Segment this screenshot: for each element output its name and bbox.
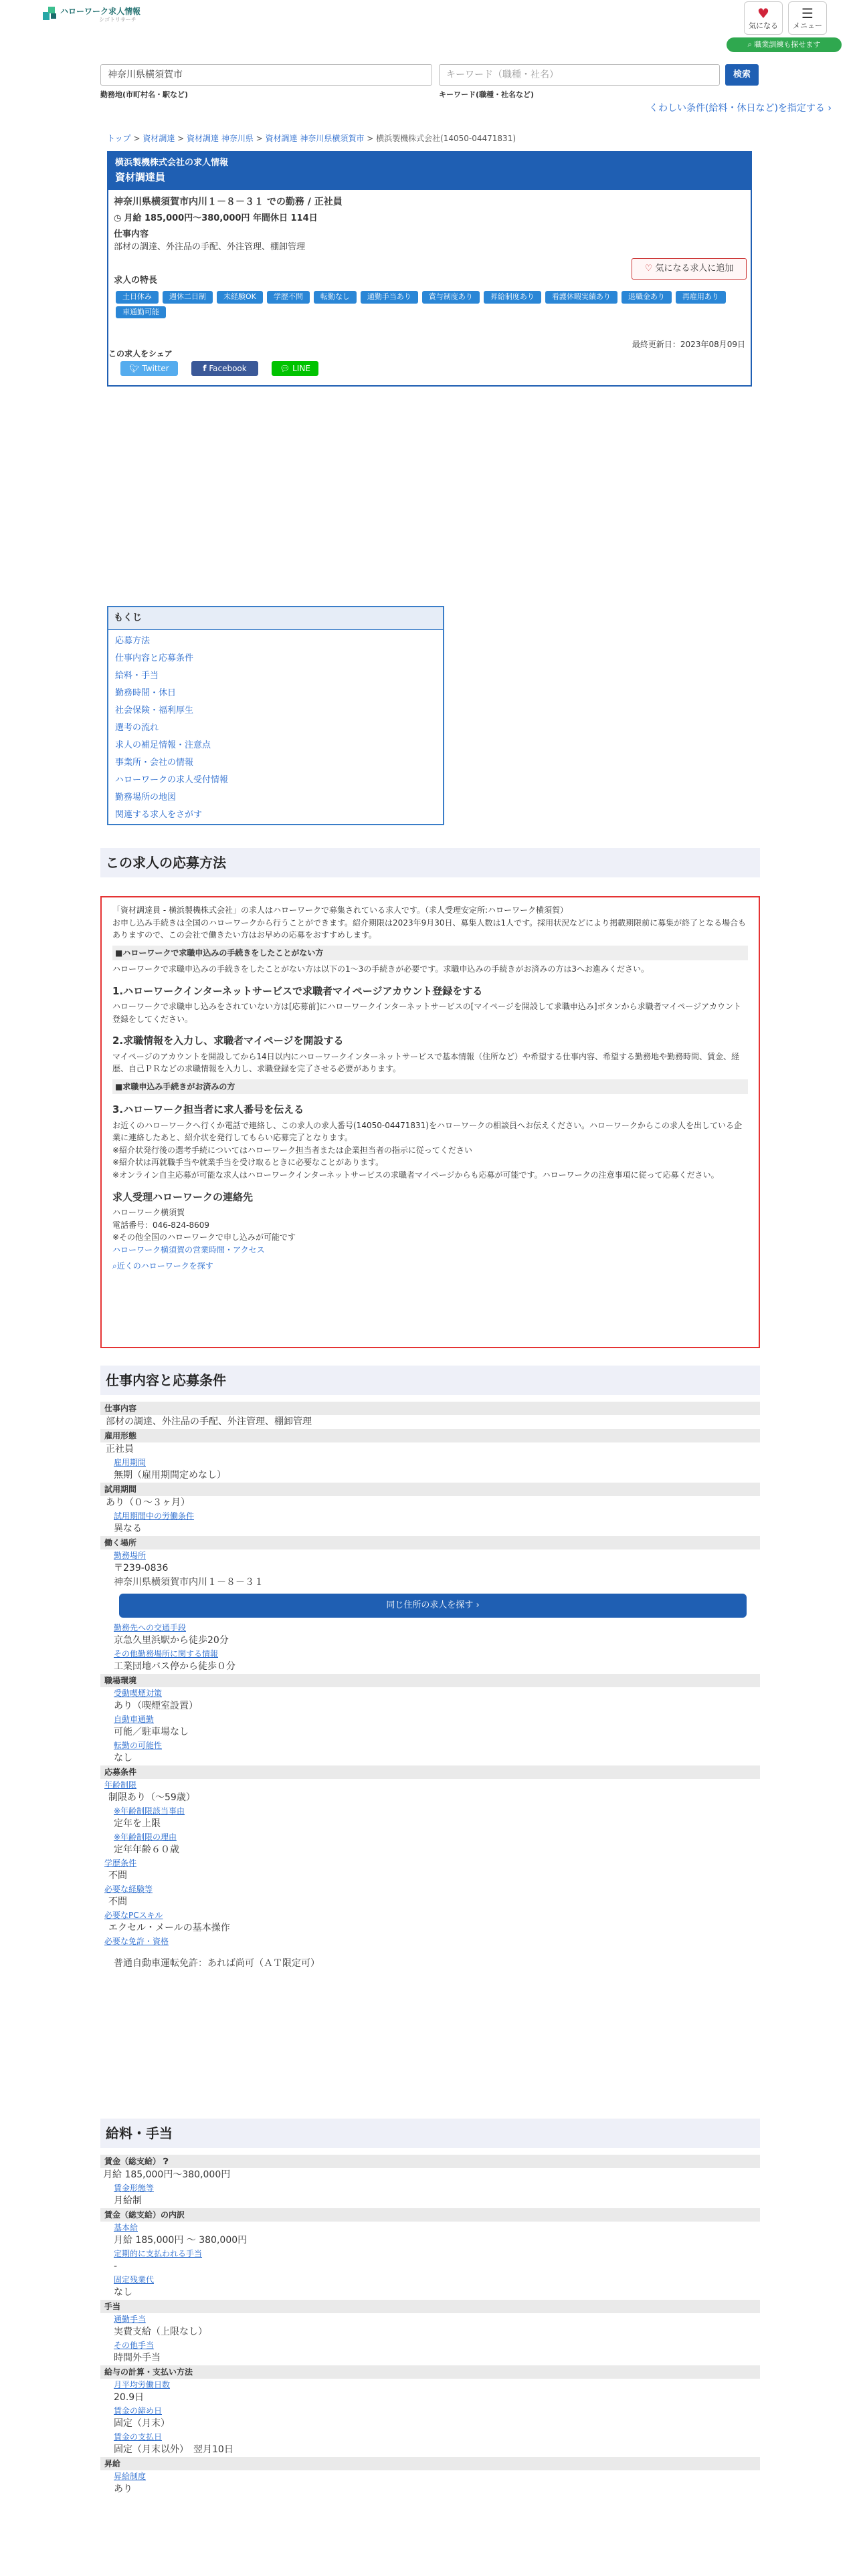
step-1-text: ハローワークで求職申し込みをされていない方は[応募前]にハローワークインターネットサービスの[マイページを開設して求職申込み]ボタンから求職者マイページアカウント登録をしてください。 [112,1002,741,1024]
row-header: 給与の計算・支払い方法 [100,2365,760,2379]
row-header: 雇用形態 [100,1429,760,1442]
row-header: 昇給 [100,2457,760,2470]
sub-key[interactable]: 賃金の締め日 [114,2406,163,2416]
toc-item[interactable]: 選考の流れ [115,723,159,733]
favorites-button[interactable] [744,1,783,35]
sub-key[interactable]: 年齢制限 [104,1780,137,1790]
toc-item[interactable]: 社会保険・福利厚生 [115,706,194,716]
toc-item[interactable]: 関連する求人をさがす [115,810,203,820]
feature-tag[interactable]: 転勤なし [314,291,357,304]
keyword-input[interactable]: キーワード（職種・社名） [439,64,720,86]
feature-tag[interactable]: 看護休暇実績あり [545,291,617,304]
sub-value: 月給制 [114,2195,142,2206]
sub-value: 定年を上限 [114,1818,161,1829]
contact-name: ハローワーク横須賀 [112,1207,185,1217]
chevron-right-icon: › [828,103,832,114]
row-header: 仕事内容 [100,1402,760,1415]
twitter-share-button[interactable] [120,361,178,376]
sub-value: 固定（月末以外） 翌月10日 [114,2444,233,2455]
note-2: ※紹介状は再就職手当や就業手当を受け取るときに必要なことがあります。 [112,1158,384,1168]
job-content: 部材の調達、外注品の手配、外注管理、棚卸管理 [114,242,306,252]
feature-tag[interactable]: 未経験OK [217,291,263,304]
apply-bar-done: ■求職申込み手続きがお済みの方 [112,1079,748,1095]
row-value: 正社員 [106,1444,134,1455]
sub-value: 不問 [108,1897,127,1907]
toc-item[interactable]: ハローワークの求人受付情報 [115,775,229,785]
toc-item[interactable]: 給料・手当 [115,671,159,681]
sub-value: 月給 185,000円 ～ 380,000円 [114,2235,248,2246]
sub-key[interactable]: ※年齢制限該当事由 [114,1806,185,1816]
line-share-button[interactable] [272,361,318,376]
row-header: 働く場所 [100,1536,760,1549]
sub-key[interactable]: 受動喫煙対策 [114,1689,163,1698]
sub-key[interactable]: 固定残業代 [114,2275,155,2284]
hellowork-access-link[interactable]: ハローワーク横須賀の営業時間・アクセス [112,1245,265,1255]
contact-tel: 電話番号：046-824-8609 [112,1220,210,1230]
menu-button[interactable] [788,1,827,35]
job-summary-card [107,151,752,387]
twitter-label: Twitter [142,364,169,373]
sub-key[interactable]: 月平均労働日数 [114,2380,171,2389]
work-address: 神奈川県横須賀市内川１－８－３１ [114,1577,264,1588]
share-label: この求人をシェア [108,349,173,358]
row-value: あり（０～３ヶ月） [106,1497,190,1508]
add-favorite-button[interactable] [632,258,747,280]
job-pay [114,212,745,225]
feature-tag[interactable]: 週休二日制 [163,291,213,304]
feature-tag[interactable]: 通勤手当あり [361,291,418,304]
breadcrumb-item[interactable]: 資材調達 神奈川県 [187,134,254,143]
detail-conditions-label: くわしい条件(給料・休日など)を指定する [649,103,825,114]
sub-key[interactable]: 基本給 [114,2223,138,2232]
company-name: 横浜製機株式会社の求人情報 [115,158,229,168]
sub-value: なし [114,1753,132,1763]
hamburger-icon: ☰ [801,5,814,21]
sub-value: 20.9日 [114,2392,145,2403]
step-3-heading: 3.ハローワーク担当者に求人番号を伝える [112,1103,304,1116]
feature-tag[interactable]: 再雇用あり [676,291,726,304]
training-link[interactable] [727,37,842,52]
feature-tags [114,290,745,320]
toc-item[interactable]: 仕事内容と応募条件 [115,653,194,663]
sub-key[interactable]: 試用期間中の労働条件 [114,1511,195,1521]
sub-key[interactable]: その他手当 [114,2341,155,2350]
row-header [100,2155,760,2168]
feature-tag[interactable]: 退職金あり [622,291,672,304]
apply-section-heading: この求人の応募方法 [100,848,760,877]
row-header: 職場環境 [100,1674,760,1687]
heart-outline-icon: ♡ [644,263,653,274]
sub-key[interactable]: 必要な免許・資格 [104,1937,169,1946]
sub-value: 不問 [108,1870,127,1881]
toc-title: もくじ [108,607,443,630]
line-icon: 💬︎ [280,364,290,373]
sub-key[interactable]: 定期的に支払われる手当 [114,2249,203,2258]
breadcrumb: トップ > 資材調達 > 資材調達 神奈川県 > 資材調達 神奈川県横須賀市 > 横浜製機株式会社(14050-04471831) [107,134,516,143]
toc-list [108,630,443,827]
job-summary-body [108,190,751,325]
content-label: 仕事内容 [114,229,149,239]
nearby-hellowork-link[interactable] [112,1260,748,1273]
feature-tag[interactable]: 賞与制度あり [422,291,480,304]
contact-heading: 求人受理ハローワークの連絡先 [112,1190,254,1203]
sub-value: なし [114,2287,132,2298]
job-location: 神奈川県横須賀市内川１－８－３１ での勤務 / 正社員 [114,197,343,207]
apply-bar-new-text: ハローワークで求職申込みの手続きをしたことがない方は以下の1～3の手続きが必要です。求職申込みの手続きがお済みの方は3へお進みください。 [112,964,649,974]
search-icon: ⌕ [747,40,752,49]
keyword-label: キーワード(職種・社名など) [439,90,535,99]
toc-item[interactable]: 勤務時間・休日 [115,688,177,698]
sub-key[interactable]: ※年齢制限の理由 [114,1832,177,1842]
step-2-text: マイページのアカウントを開設してから14日以内にハローワークインターネットサービスで基本情報（住所など）や希望する仕事内容、希望する勤務地や勤務時間、賃金、経歴、自己ＰＲなどの求職情報を入力し、求職登録を完了させる必要があります。 [112,1051,739,1074]
sub-value: 制限あり（～59歳） [108,1792,195,1803]
salary-table [100,2155,760,2496]
toc-item[interactable]: 勤務場所の地図 [115,792,177,802]
menu-label: メニュー [793,21,822,30]
breadcrumb-item[interactable]: トップ [107,134,131,143]
feature-tag[interactable]: 車通勤可能 [116,306,166,319]
site-header [0,0,859,55]
location-label: 勤務地(市町村名・駅など) [100,90,189,99]
row-header-label: 賃金（総支給） [104,2157,161,2166]
nearby-hellowork-label: 近くのハローワークを探す [116,1261,213,1271]
feature-tag[interactable]: 学歴不問 [267,291,310,304]
table-of-contents [107,606,444,825]
sub-key[interactable]: 勤務場所 [114,1551,147,1560]
step-1-heading: 1.ハローワークインターネットサービスで求職者マイページアカウント登録をする [112,984,483,997]
row-header: 手当 [100,2300,760,2313]
sub-value: 時間外手当 [114,2353,161,2363]
apply-intro-2: お申し込み手続きは全国のハローワークから行うことができます。紹介期限は2023年9月30日、募集人数は1人です。採用状況などにより掲載期限前に募集が終了となる場合もありますので、この会社で働きたい方はお早めの応募をおすすめします。 [112,918,747,940]
sub-value: 実費支給（上限なし） [114,2327,207,2337]
breadcrumb-current: 横浜製機株式会社(14050-04471831) [376,134,516,143]
toc-item[interactable]: 求人の補足情報・注意点 [115,740,211,750]
sub-value: 異なる [114,1523,142,1534]
sub-key[interactable]: 勤務先への交通手段 [114,1623,187,1632]
logo-mark-icon [43,7,58,20]
clock-icon: ◷ [114,213,122,223]
sub-key[interactable]: 昇給制度 [114,2472,147,2481]
facebook-label: Facebook [209,364,247,373]
salary-section-heading: 給料・手当 [100,2119,760,2148]
sub-value: 可能／駐車場なし [114,1727,189,1737]
search-icon: ⌕ [112,1261,117,1271]
breadcrumb-item[interactable]: 資材調達 神奈川県横須賀市 [265,134,365,143]
help-icon[interactable]: ❓︎ [163,2157,169,2166]
facebook-icon: f [203,364,207,373]
zip-code: 〒239-0836 [114,1563,169,1574]
row-value: 月給 185,000円～380,000円 [103,2169,231,2180]
line-label: LINE [292,364,310,373]
job-title: 資材調達員 [115,171,166,183]
sub-key[interactable]: 自動車通勤 [114,1715,155,1724]
feature-tag[interactable]: 土日休み [116,291,159,304]
row-header: 応募条件 [100,1765,760,1779]
sub-value: 定年年齢６０歳 [114,1844,179,1855]
location-input[interactable]: 神奈川県横須賀市 [100,64,432,86]
site-logo[interactable] [43,4,150,24]
row-value: 部材の調達、外注品の手配、外注管理、棚卸管理 [106,1416,312,1427]
apply-intro-1: 「資材調達員 - 横浜製機株式会社」の求人はハローワークで募集されている求人です。（求人受理安定所:ハローワーク横須賀） [112,905,569,915]
facebook-share-button[interactable] [191,361,258,376]
sub-value: - [114,2261,118,2272]
chevron-right-icon: › [476,1600,480,1610]
heart-icon: ♥ [757,5,769,21]
step-2-heading: 2.求職情報を入力し、求職者マイページを開設する [112,1035,344,1047]
sub-value: エクセル・メールの基本操作 [108,1923,230,1933]
job-pay-text: 月給 185,000円～380,000円 年間休日 114日 [124,213,318,223]
toc-item[interactable]: 応募方法 [115,636,151,646]
sub-key[interactable]: 学歴条件 [104,1858,137,1868]
contact-note: ※その他全国のハローワークで申し込みが可能です [112,1232,296,1243]
row-header: 試用期間 [100,1483,760,1496]
same-address-jobs-button[interactable] [119,1594,747,1618]
apply-bar-new: ■ハローワークで求職申込みの手続きをしたことがない方 [112,946,748,961]
note-1: ※紹介状発行後の選考手続についてはハローワーク担当者または企業担当者の指示に従ってください [112,1145,472,1155]
sub-key[interactable]: 通勤手当 [114,2315,147,2324]
logo-title: ハローワーク求人情報 [60,7,141,16]
last-updated: 最終更新日：2023年08月09日 [632,340,745,349]
conditions-table [100,1402,760,1971]
twitter-icon: 🐦︎ [129,364,140,373]
sub-key[interactable]: 賃金形態等 [114,2183,155,2193]
sub-key[interactable]: 雇用期間 [114,1458,147,1467]
training-link-label: 職業訓練も探せます [754,40,821,49]
sub-value: あり [114,2484,132,2494]
apply-box [100,896,760,1348]
sub-key[interactable]: 必要なPCスキル [104,1911,163,1920]
search-button[interactable]: 検索 [725,64,759,86]
sub-value: あり（喫煙室設置） [114,1701,198,1711]
sub-key[interactable]: その他勤務場所に関する情報 [114,1649,219,1658]
breadcrumb-item[interactable]: 資材調達 [142,134,175,143]
logo-subtitle: シゴトリサーチ [99,17,136,23]
sub-value: 固定（月末） [114,2418,170,2429]
job-title-bar [108,152,751,190]
detail-conditions-link[interactable] [649,102,832,116]
toc-item[interactable]: 事業所・会社の情報 [115,758,194,768]
feature-tag[interactable]: 昇給制度あり [484,291,541,304]
sub-value: 普通自動車運転免許：あれば尚可（ＡＴ限定可） [114,1958,320,1969]
sub-value: 工業団地バス停から徒歩０分 [114,1661,235,1672]
sub-value: 無期（雇用期間定めなし） [114,1470,226,1481]
step-3-text: お近くのハローワークへ行くか電話で連絡し、この求人の求人番号(14050-04471831)をハローワークの相談員へお伝えください。ハローワークからこの求人を出している企業に連絡したあと、紹介状を発行してもらい応募完了となります。 [112,1120,742,1143]
sub-key[interactable]: 転勤の可能性 [114,1741,163,1750]
note-3: ※オンライン自主応募が可能な求人はハローワークインターネットサービスの求職者マイページからも応募が可能です。ハローワークの注意事項に従って応募ください。 [112,1170,719,1180]
add-favorite-label: 気になる求人に追加 [655,263,734,274]
sub-key[interactable]: 必要な経験等 [104,1885,153,1894]
features-label: 求人の特長 [114,275,158,286]
conditions-section-heading: 仕事内容と応募条件 [100,1366,760,1395]
sub-key[interactable]: 賃金の支払日 [114,2432,163,2442]
same-address-label: 同じ住所の求人を探す [386,1600,474,1610]
sub-value: 京急久里浜駅から徒歩20分 [114,1635,229,1646]
row-header: 賃金（総支給）の内訳 [100,2208,760,2222]
favorites-label: 気になる [749,21,778,30]
